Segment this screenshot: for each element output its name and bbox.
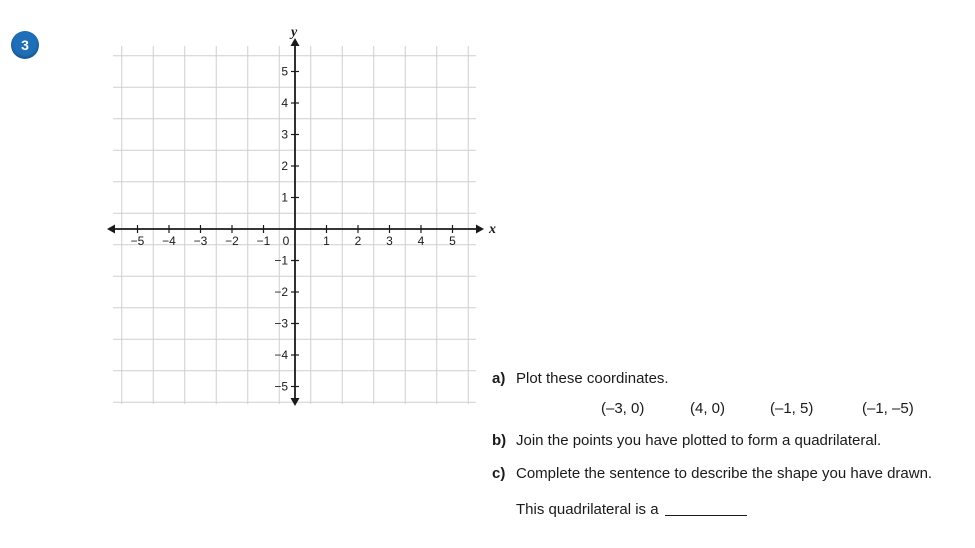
part-a [492,370,669,387]
coordinate-2: (4, 0) [690,400,726,417]
y-tick-label: −2 [274,285,288,299]
x-tick-label: 2 [354,234,362,248]
x-tick-label: 5 [449,234,456,248]
x-tick-label: 1 [323,234,330,248]
coordinate-3: (–1, 5) [770,400,814,417]
part-c [492,465,932,482]
x-tick-label: −3 [193,234,208,248]
y-tick-label: 4 [281,96,288,110]
part-c-text: Complete the sentence to describe the shape you have drawn. [516,465,933,482]
y-axis-label: y [291,25,298,40]
axes [107,38,484,406]
y-tick-label: −1 [274,253,288,268]
y-tick-label: −5 [274,379,288,394]
y-tick-label: 2 [281,159,288,173]
x-tick-label: −1 [256,234,271,248]
question-number: 3 [21,37,29,53]
part-a-text: Plot these coordinates. [516,370,669,387]
y-tick-label: 1 [281,190,288,205]
x-tick-label: −5 [130,234,145,248]
sentence-text: This quadrilateral is a [516,501,659,518]
x-tick-labels [131,234,457,248]
x-tick-label: −4 [162,234,176,248]
sentence-line [516,501,747,518]
x-tick-label: 3 [386,234,393,248]
x-tick-label: −2 [225,234,239,248]
y-tick-label: −4 [274,348,288,362]
part-b-text: Join the points you have plotted to form a quadrilateral. [516,432,882,449]
y-tick-label: 3 [281,127,288,142]
x-axis-label: x [489,222,496,237]
x-tick-label: 4 [417,234,425,248]
y-tick-label: −3 [274,316,288,331]
answer-blank[interactable] [665,515,747,516]
x-tick-label: 0 [282,234,290,248]
coordinate-4: (–1, –5) [862,400,914,417]
part-b-label: b) [492,432,507,449]
coordinate-1: (–3, 0) [601,400,645,417]
part-c-label: c) [492,465,506,482]
x-axis-arrow-left [107,225,115,234]
x-axis-arrow-right [476,225,484,234]
y-tick-label: 5 [281,64,288,79]
part-b [492,432,881,449]
part-a-label: a) [492,370,506,387]
